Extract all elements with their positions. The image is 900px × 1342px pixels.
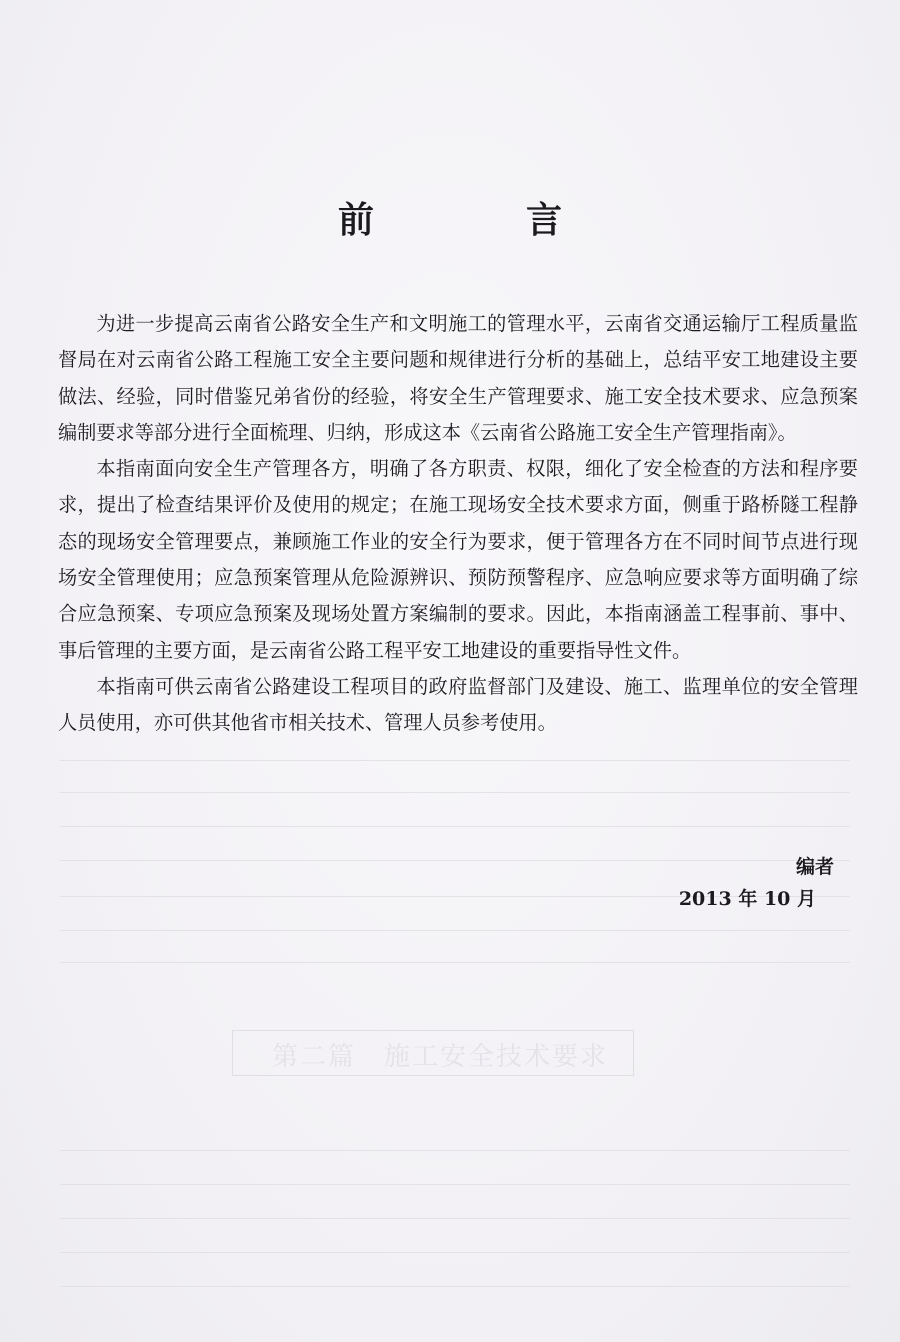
paragraph-3: 本指南可供云南省公路建设工程项目的政府监督部门及建设、施工、监理单位的安全管理人员使用，亦可供其他省市相关技术、管理人员参考使用。 [58, 674, 858, 735]
bleed-line [60, 930, 850, 931]
bleed-line [60, 792, 850, 793]
page-title: 前 言 [337, 200, 620, 241]
bleed-line [60, 1150, 850, 1151]
paragraph-1: 为进一步提高云南省公路安全生产和文明施工的管理水平，云南省交通运输厅工程质量监督局在对云南省公路工程施工安全主要问题和规律进行分析的基础上，总结平安工地建设主要做法、经验，同时借鉴兄弟省份的经验，将安全生产管理要求、施工安全技术要求、应急预案编制要求等部分进行全面梳理、归纳，形成这本《云南省公路施工安全生产管理指南》。 [58, 312, 858, 444]
bleed-line [60, 760, 850, 761]
bleed-line [60, 962, 850, 963]
bleed-line [60, 860, 850, 861]
bleed-heading-text: 第二篇 施工安全技术要求 [272, 1042, 609, 1072]
bleed-line [60, 1286, 850, 1287]
paragraph-2: 本指南面向安全生产管理各方，明确了各方职责、权限，细化了安全检查的方法和程序要求，提出了检查结果评价及使用的规定；在施工现场安全技术要求方面，侧重于路桥隧工程静态的现场安全管理要点，兼顾施工作业的安全行为要求，便于管理各方在不同时间节点进行现场安全管理使用；应急预案管理从危险源辨识、预防预警程序、应急响应要求等方面明确了综合应急预案、专项应急预案及现场处置方案编制的要求。因此，本指南涵盖工程事前、事中、事后管理的主要方面，是云南省公路工程平安工地建设的重要指导性文件。 [58, 457, 858, 662]
date-line: 2013 年 10 月 [678, 888, 816, 910]
bleed-line [60, 1184, 850, 1185]
bleed-line [60, 1218, 850, 1219]
preface-body [58, 306, 858, 742]
bleed-line [60, 1252, 850, 1253]
bleed-line [60, 826, 850, 827]
author-signature: 编者 [795, 856, 834, 878]
